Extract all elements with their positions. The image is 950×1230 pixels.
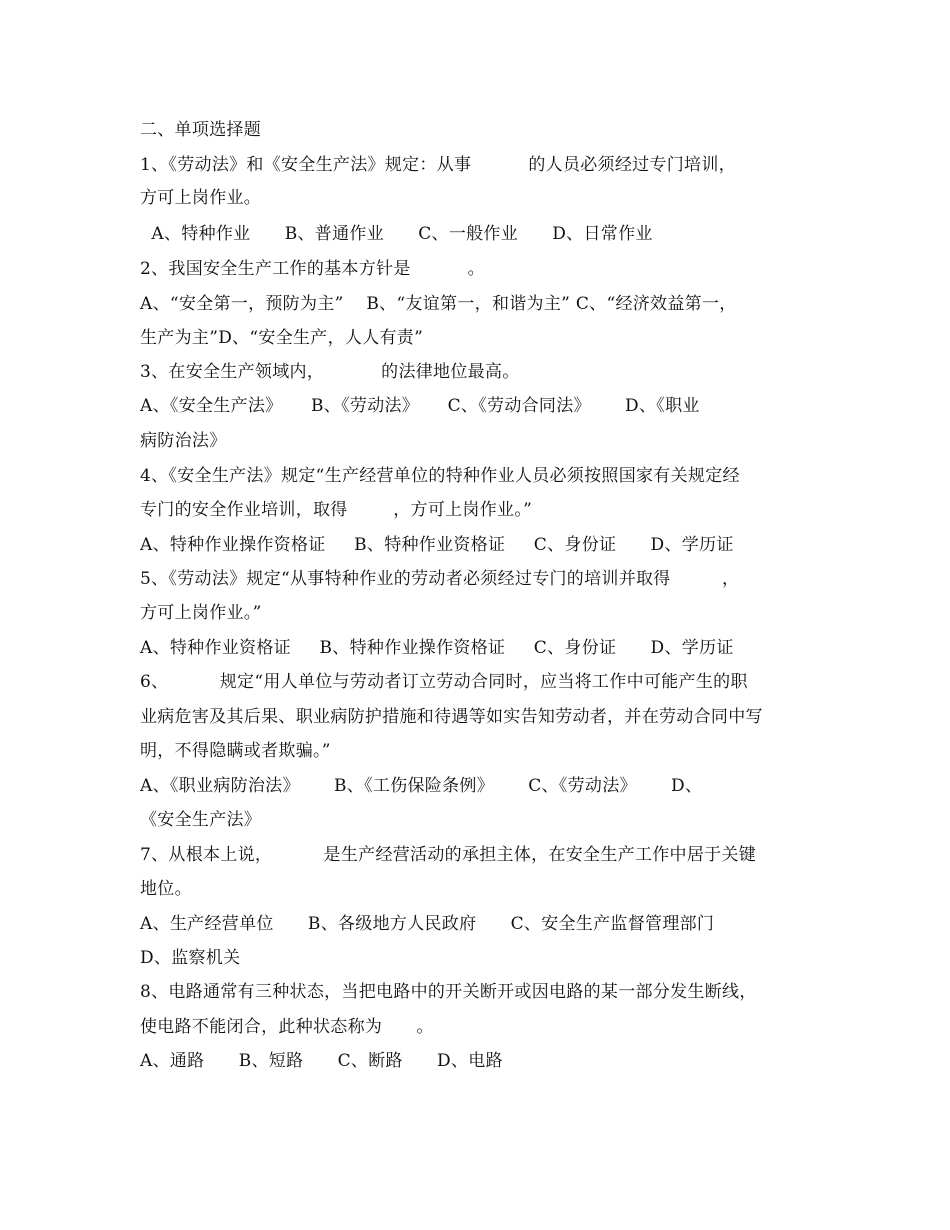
text-line: D、监察机关	[140, 948, 241, 968]
text-line: 专门的安全作业培训，取得 ，方可上岗作业。”	[140, 500, 533, 520]
text-line: 使电路不能闭合，此种状态称为 。	[140, 1017, 434, 1037]
text-line: A、通路 B、短路 C、断路 D、电路	[140, 1051, 503, 1071]
text-line: 方可上岗作业。	[140, 188, 262, 208]
text-line: A、特种作业操作资格证 B、特种作业资格证 C、身份证 D、学历证	[140, 535, 734, 555]
text-line: 8、电路通常有三种状态，当把电路中的开关断开或因电路的某一部分发生断线，	[140, 982, 757, 1002]
text-line: 地位。	[140, 879, 192, 899]
section-title: 二、单项选择题	[140, 120, 262, 140]
text-line: 3、在安全生产领域内， 的法律地位最高。	[140, 362, 520, 382]
text-line: A、《安全生产法》 B、《劳动法》 C、《劳动合同法》 D、《职业	[140, 396, 700, 416]
text-line: 生产为主”D、“安全生产，人人有责”	[140, 328, 424, 348]
text-line: A、生产经营单位 B、各级地方人民政府 C、安全生产监督管理部门	[140, 914, 715, 934]
text-line: 《安全生产法》	[140, 810, 262, 830]
text-line: 4、《安全生产法》规定“生产经营单位的特种作业人员必须按照国家有关规定经	[140, 466, 740, 486]
text-line: 明，不得隐瞒或者欺骗。”	[140, 741, 331, 761]
text-line: A、《职业病防治法》 B、《工伤保险条例》 C、《劳动法》 D、	[140, 776, 703, 796]
text-line: 2、我国安全生产工作的基本方针是 。	[140, 259, 485, 279]
text-line: 6、 规定“用人单位与劳动者订立劳动合同时，应当将工作中可能产生的职	[140, 672, 748, 692]
text-line: A、特种作业 B、普通作业 C、一般作业 D、日常作业	[140, 224, 653, 244]
text-line: 7、从根本上说， 是生产经营活动的承担主体，在安全生产工作中居于关键	[140, 845, 757, 865]
text-line: A、“安全第一，预防为主” B、“友谊第一，和谐为主” C、“经济效益第一，	[140, 294, 737, 314]
text-line: 业病危害及其后果、职业病防护措施和待遇等如实告知劳动者，并在劳动合同中写	[140, 707, 763, 727]
text-line: 1、《劳动法》和《安全生产法》规定：从事 的人员必须经过专门培训，	[140, 155, 736, 175]
text-line: 方可上岗作业。”	[140, 603, 262, 623]
text-line: A、特种作业资格证 B、特种作业操作资格证 C、身份证 D、学历证	[140, 638, 734, 658]
text-line: 5、《劳动法》规定“从事特种作业的劳动者必须经过专门的培训并取得 ，	[140, 569, 740, 589]
text-line: 病防治法》	[140, 431, 227, 451]
